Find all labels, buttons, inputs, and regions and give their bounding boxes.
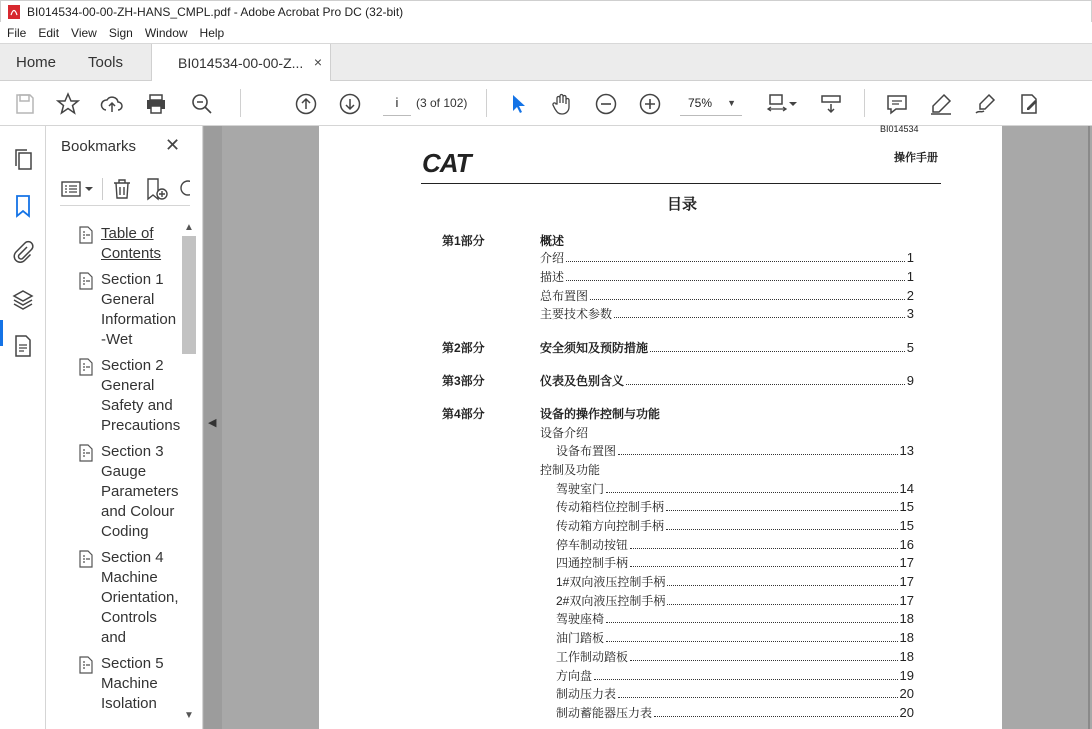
toc-entry[interactable]: 四通控制手柄 17 [556, 555, 914, 570]
next-page-icon[interactable] [337, 91, 363, 117]
bookmark-page-icon [78, 226, 94, 244]
toc-entry[interactable]: 油门踏板 18 [556, 630, 914, 645]
menu-help[interactable]: Help [199, 25, 225, 40]
title-bar [0, 0, 1092, 22]
scroll-mode-icon[interactable] [818, 91, 844, 117]
close-tab-icon[interactable]: × [313, 54, 322, 70]
zoom-level-value: 75% [688, 96, 713, 110]
toc-entry[interactable]: 传动箱档位控制手柄 15 [556, 499, 914, 514]
bookmark-item-section-4[interactable] [76, 548, 184, 648]
toc-entry[interactable]: 制动蓄能器压力表 20 [556, 705, 914, 720]
bookmark-page-icon [78, 656, 94, 674]
document-header: 操作手册 [894, 152, 938, 164]
bookmark-label: Table of Contents [101, 225, 162, 262]
toc-entry[interactable]: 描述 1 [540, 269, 914, 284]
draw-sign-icon[interactable] [972, 91, 998, 117]
page-thumbnails-icon[interactable] [11, 148, 35, 172]
bookmarks-scrollbar[interactable] [182, 222, 196, 722]
delete-bookmark-icon[interactable] [110, 177, 134, 201]
bookmark-item-table-of-contents[interactable] [76, 224, 184, 264]
toolbar [0, 81, 1092, 126]
menu-bar [0, 22, 1092, 43]
bookmark-label: Section 4 Machine Orientation, Controls and [101, 549, 179, 646]
bookmark-options-icon[interactable] [60, 177, 96, 201]
toc-entry[interactable]: 2#双向液压控制手柄 17 [556, 593, 914, 608]
pdf-page [319, 126, 1002, 729]
scrollbar-thumb[interactable] [182, 236, 196, 354]
zoom-level-select[interactable] [680, 90, 742, 116]
layers-icon[interactable] [11, 288, 35, 312]
toc-entry[interactable]: 1#双向液压控制手柄 17 [556, 574, 914, 589]
part-title: 设备的操作控制与功能 [540, 407, 661, 421]
part-label: 第1部分 [442, 234, 485, 248]
zoom-in-icon[interactable] [637, 91, 663, 117]
header-rule [421, 183, 941, 184]
toc-subheading: 设备介绍 [540, 426, 589, 440]
document-properties-icon[interactable] [11, 334, 35, 358]
window-title: BI014534-00-00-ZH-HANS_CMPL.pdf - Adobe Acrobat Pro DC (32-bit) [27, 4, 404, 19]
toc-entry[interactable]: 介绍 1 [540, 250, 914, 265]
scroll-down-icon[interactable]: ▼ [184, 710, 194, 721]
bookmark-icon[interactable] [11, 194, 35, 218]
cat-logo: CAT [422, 148, 471, 178]
bookmark-page-icon [78, 358, 94, 376]
close-icon[interactable]: ✕ [165, 135, 181, 155]
toc-entry[interactable]: 总布置图 2 [540, 288, 914, 303]
part-label: 第3部分 [442, 374, 485, 388]
menu-window[interactable]: Window [144, 25, 188, 40]
bookmark-label: Section 3 Gauge Parameters and Colour Coding [101, 443, 179, 540]
bookmark-list [76, 224, 184, 720]
bookmark-label: Section 2 General Safety and Precautions [101, 357, 181, 434]
bookmark-item-section-1[interactable] [76, 270, 184, 350]
zoom-out-icon[interactable] [593, 91, 619, 117]
bookmarks-title: Bookmarks [61, 138, 137, 155]
scroll-up-icon[interactable]: ▲ [184, 222, 194, 233]
toc-entry[interactable]: 设备布置图 13 [556, 443, 914, 458]
comment-icon[interactable] [884, 91, 910, 117]
star-icon[interactable] [55, 91, 81, 117]
bookmark-label: Section 5 Machine Isolation [101, 655, 164, 712]
attachment-icon[interactable] [11, 240, 35, 264]
left-navigation-rail [0, 126, 46, 729]
chevron-left-icon: ◀ [208, 417, 217, 429]
toc-entry[interactable]: 方向盘 19 [556, 668, 914, 683]
collapse-panel-handle[interactable] [204, 126, 222, 729]
zoom-search-icon[interactable] [189, 91, 215, 117]
previous-page-icon[interactable] [293, 91, 319, 117]
document-number: BI014534 [880, 124, 919, 134]
part-title: 概述 [540, 234, 565, 248]
toc-entry[interactable]: 仪表及色别含义 9 [540, 373, 914, 388]
new-bookmark-icon[interactable] [144, 177, 170, 201]
toc-entry[interactable]: 制动压力表 20 [556, 686, 914, 701]
bookmark-page-icon [78, 444, 94, 462]
upload-cloud-icon[interactable] [99, 91, 125, 117]
bookmark-item-section-2[interactable] [76, 356, 184, 436]
bookmark-label: Section 1 General Information -Wet [101, 271, 177, 348]
active-indicator [0, 320, 3, 346]
menu-sign[interactable]: Sign [108, 25, 133, 40]
bookmark-item-section-3[interactable] [76, 442, 184, 542]
bookmark-page-icon [78, 550, 94, 568]
toc-entry[interactable]: 工作制动踏板 18 [556, 649, 914, 664]
toc-entry[interactable]: 传动箱方向控制手柄 15 [556, 518, 914, 533]
tab-home[interactable]: Home [16, 54, 57, 71]
tab-bar [0, 43, 1092, 81]
chevron-down-icon: ▼ [727, 98, 736, 108]
toc-entry[interactable]: 主要技术参数 3 [540, 306, 914, 321]
menu-file[interactable]: File [7, 25, 27, 40]
part-label: 第4部分 [442, 407, 485, 421]
toc-entry[interactable]: 驾驶室门 14 [556, 481, 914, 496]
tab-document-label: BI014534-00-00-Z... [178, 55, 304, 71]
bookmark-item-section-5[interactable] [76, 654, 184, 714]
pdf-file-icon [7, 5, 21, 19]
edit-document-icon[interactable] [1016, 91, 1042, 117]
page-count: (3 of 102) [416, 96, 468, 110]
find-bookmark-icon[interactable] [178, 177, 190, 201]
toc-entry[interactable]: 停车制动按钮 16 [556, 537, 914, 552]
part-label: 第2部分 [442, 341, 485, 355]
tab-document[interactable] [151, 44, 331, 82]
toc-subheading: 控制及功能 [540, 463, 601, 477]
page-fit-dropdown-icon[interactable] [788, 91, 798, 117]
page-number-input[interactable]: i [383, 90, 411, 116]
menu-edit[interactable]: Edit [38, 25, 60, 40]
viewer-right-margin [1002, 126, 1090, 729]
menu-view[interactable]: View [71, 25, 97, 40]
bookmarks-toolbar [60, 174, 190, 206]
print-icon[interactable] [143, 91, 169, 117]
toc-title: 目录 [667, 196, 698, 213]
tab-tools[interactable]: Tools [88, 54, 124, 71]
save-icon[interactable] [12, 91, 38, 117]
select-cursor-icon[interactable] [505, 91, 531, 117]
bookmarks-panel [46, 126, 203, 729]
bookmark-page-icon [78, 272, 94, 290]
page-fit-icon[interactable] [764, 91, 790, 117]
toc-entry[interactable]: 安全须知及预防措施 5 [540, 340, 914, 355]
hand-pan-icon[interactable] [549, 91, 575, 117]
highlight-pen-icon[interactable] [928, 91, 954, 117]
toc-entry[interactable]: 驾驶座椅 18 [556, 611, 914, 626]
